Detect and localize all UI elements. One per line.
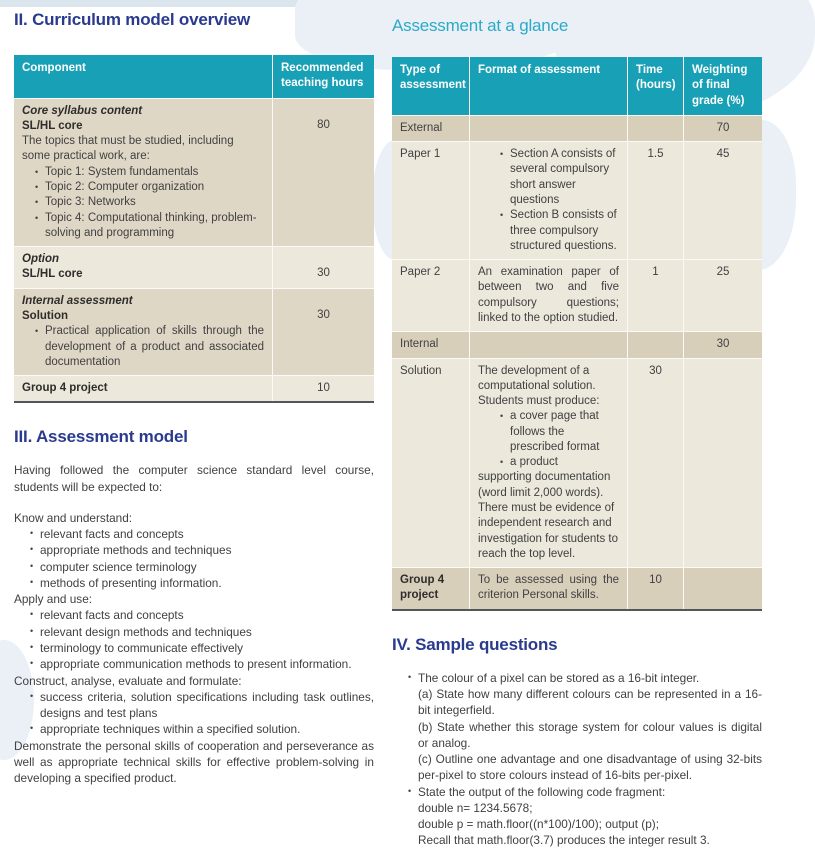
- cell-time: 30: [627, 359, 683, 568]
- column-header-type: Type of assessment: [400, 64, 466, 92]
- bullet-text: Section A consists of several compulsory short answer questions: [510, 148, 616, 206]
- column-header-format: Format of assessment: [469, 57, 627, 115]
- bullet-icon: •: [30, 723, 34, 734]
- table-row-group4: [14, 375, 374, 401]
- hours-value: 30: [317, 267, 330, 280]
- cell-format: [469, 142, 627, 259]
- table-row-external: [392, 115, 762, 141]
- table-row-internal-assessment: [14, 288, 374, 375]
- bullet-icon: •: [35, 326, 39, 337]
- cell-hours: [272, 247, 374, 288]
- assessment-glance-heading: Assessment at a glance: [392, 16, 569, 35]
- code-line: Recall that math.floor(3.7) produces the integer result 3.: [418, 833, 710, 848]
- bullet-text: The colour of a pixel can be stored as a 16-bit integer.: [418, 670, 700, 685]
- objective-group-construct: [14, 673, 374, 738]
- list-item: [30, 559, 374, 575]
- column-header-component: Component: [22, 62, 86, 74]
- list-item: [35, 211, 264, 242]
- format-intro: The development of a computational solution. Students must produce:: [478, 364, 600, 408]
- list-item: [35, 195, 264, 210]
- bullet-icon: •: [30, 690, 34, 701]
- cell-weight: 25: [683, 260, 762, 331]
- list-item: [500, 409, 619, 455]
- group-lead: Construct, analyse, evaluate and formulate:: [14, 673, 242, 688]
- cell-format: [469, 116, 627, 141]
- format-note: There must be evidence of independent research and investigation for students to reach the top level.: [478, 502, 618, 560]
- bullet-icon: •: [500, 210, 504, 221]
- cell-hours: [272, 289, 374, 375]
- bullet-text: a product: [510, 456, 558, 469]
- list-item: [35, 165, 264, 180]
- bullet-icon: •: [30, 528, 34, 539]
- cell-weight: 30: [683, 332, 762, 357]
- cell-component: [14, 289, 272, 375]
- bullet-text: Topic 3: Networks: [45, 196, 136, 209]
- table-row-group4-project: [392, 567, 762, 609]
- bullet-icon: •: [500, 411, 504, 422]
- hours-value: 30: [317, 308, 330, 321]
- list-item: [30, 656, 374, 672]
- list-item: [30, 721, 374, 737]
- cell-component: [14, 247, 272, 288]
- row-subtitle: SL/HL core: [22, 119, 83, 132]
- list-item: [500, 147, 619, 208]
- cell-time: [627, 332, 683, 357]
- list-item: [30, 542, 374, 558]
- list-item: [500, 455, 619, 470]
- cell-format: To be assessed using the criterion Personal skills.: [469, 568, 627, 609]
- bullet-text: Topic 1: System fundamentals: [45, 165, 199, 178]
- cell-hours: 10: [272, 376, 374, 401]
- bullet-text: Topic 2: Computer organization: [45, 180, 205, 193]
- bullet-icon: •: [30, 658, 34, 669]
- list-item: [30, 689, 374, 722]
- column-header-hours: Recommended teaching hours: [272, 55, 374, 98]
- cell-format: [469, 332, 627, 357]
- assessment-glance-table: [392, 57, 762, 611]
- cell-time: [627, 116, 683, 141]
- sample-questions-heading: IV. Sample questions: [392, 634, 558, 654]
- question-part: (a) State how many different colours can be represented in a 16-bit integerfield.: [418, 686, 762, 718]
- row-subtitle: SL/HL core: [22, 268, 83, 281]
- assessment-model-body: [14, 462, 374, 786]
- bullet-icon: •: [30, 609, 34, 620]
- bullet-icon: •: [30, 625, 34, 636]
- bullet-icon: •: [35, 166, 39, 177]
- bullet-icon: •: [35, 197, 39, 208]
- cell-type: Group 4 project: [400, 574, 445, 602]
- table-row-internal: [392, 331, 762, 357]
- row-category: Internal assessment: [22, 294, 133, 307]
- bullet-text: Section B consists of three compulsory structured questions.: [510, 209, 617, 252]
- list-item: [35, 324, 264, 370]
- cell-weight: 45: [683, 142, 762, 259]
- bullet-icon: •: [30, 576, 34, 587]
- bullet-text: Practical application of skills through the development of a product and associated documentation: [45, 325, 264, 368]
- curriculum-table-header: [14, 55, 374, 98]
- bullet-icon: •: [30, 642, 34, 652]
- list-item: [500, 208, 619, 254]
- cell-format: An examination paper of between two and five compulsory questions; linked to the option studied.: [469, 260, 627, 331]
- cell-type: Paper 2: [400, 266, 441, 279]
- row-subtitle: Solution: [22, 309, 68, 322]
- cell-format: [469, 359, 627, 568]
- bullet-text: a cover page that follows the prescribed format: [510, 410, 600, 453]
- list-item: [408, 670, 762, 686]
- paragraph-intro: Having followed the computer science standard level course, students will be expected to:: [14, 463, 374, 494]
- cell-type: Internal: [400, 338, 439, 351]
- list-item: [30, 607, 374, 623]
- list-item: [30, 624, 374, 640]
- table-row-core-syllabus: [14, 98, 374, 247]
- bullet-text: appropriate techniques within a specified solution.: [40, 722, 301, 737]
- table-row-paper1: [392, 141, 762, 259]
- list-item: [408, 784, 762, 800]
- question-part: (c) Outline one advantage and one disadvantage of using 32-bits per-pixel to store colours instead of 16-bits per-pixel.: [418, 752, 762, 783]
- table-row-paper2: [392, 259, 762, 331]
- row-category: Option: [22, 253, 60, 266]
- bullet-text: appropriate methods and techniques: [40, 543, 232, 558]
- list-item: [35, 180, 264, 195]
- bullet-text: success criteria, solution specifications including task outlines, designs and test plans: [40, 689, 374, 721]
- code-line: double p = math.floor((n*100)/100); output (p);: [418, 817, 659, 832]
- cell-type: Solution: [400, 364, 442, 377]
- format-note: supporting documentation (word limit 2,000 words).: [478, 471, 611, 499]
- hours-value: 80: [317, 118, 330, 131]
- cell-type: External: [400, 121, 443, 134]
- paragraph-outro: Demonstrate the personal skills of cooperation and perseverance as well as appropriate technical skills for effective problem-solving in developing a specified product.: [14, 738, 374, 786]
- bullet-text: Topic 4: Computational thinking, problem-solving and programming: [45, 211, 257, 239]
- bullet-text: relevant facts and concepts: [40, 608, 184, 623]
- question-part: (b) State whether this storage system for colour values is digital or analog.: [418, 719, 762, 750]
- bullet-icon: •: [500, 149, 504, 160]
- right-column: [392, 10, 762, 849]
- table-row-solution: [392, 358, 762, 568]
- cell-component: Group 4 project: [22, 382, 108, 395]
- cell-weight: 70: [683, 116, 762, 141]
- bullet-icon: •: [500, 457, 504, 468]
- bullet-icon: •: [408, 671, 412, 682]
- bullet-icon: •: [408, 785, 412, 796]
- bullet-icon: •: [35, 212, 39, 223]
- cell-weight: [683, 359, 762, 568]
- bullet-icon: •: [30, 544, 34, 555]
- cell-weight: [683, 568, 762, 609]
- bullet-text: appropriate communication methods to present information.: [40, 657, 352, 672]
- cell-component: [14, 99, 272, 247]
- group-lead: Apply and use:: [14, 592, 93, 607]
- cell-time: 1.5: [627, 142, 683, 259]
- cell-time: 1: [627, 260, 683, 331]
- glance-table-header: [392, 57, 762, 115]
- row-category: Core syllabus content: [22, 104, 143, 117]
- curriculum-overview-heading: II. Curriculum model overview: [14, 10, 251, 29]
- curriculum-table: [14, 55, 374, 403]
- bullet-text: terminology to communicate effectively: [40, 641, 244, 655]
- cell-hours: [272, 99, 374, 247]
- list-item: [30, 640, 374, 656]
- objective-group-know: [14, 510, 374, 591]
- left-column: [14, 10, 374, 786]
- column-header-weighting: Weighting of final grade (%): [683, 57, 762, 115]
- list-item: [30, 575, 374, 591]
- code-line: double n= 1234.5678;: [418, 800, 533, 815]
- column-header-time: Time (hours): [627, 57, 683, 115]
- objective-group-apply: [14, 591, 374, 672]
- bullet-text: computer science terminology: [40, 559, 197, 574]
- bullet-icon: •: [30, 560, 34, 571]
- cell-type: Paper 1: [400, 148, 441, 161]
- cell-time: 10: [627, 568, 683, 609]
- list-item: [30, 526, 374, 542]
- sample-questions-body: [392, 670, 762, 849]
- bullet-text: State the output of the following code fragment:: [418, 784, 666, 799]
- bullet-text: relevant design methods and techniques: [40, 624, 252, 639]
- table-row-option: [14, 246, 374, 288]
- assessment-model-heading: III. Assessment model: [14, 427, 188, 447]
- bullet-text: relevant facts and concepts: [40, 527, 184, 542]
- bullet-text: methods of presenting information.: [40, 575, 222, 590]
- bullet-icon: •: [35, 181, 39, 192]
- group-lead: Know and understand:: [14, 510, 133, 525]
- row-description: The topics that must be studied, including some practical work, are:: [22, 135, 234, 163]
